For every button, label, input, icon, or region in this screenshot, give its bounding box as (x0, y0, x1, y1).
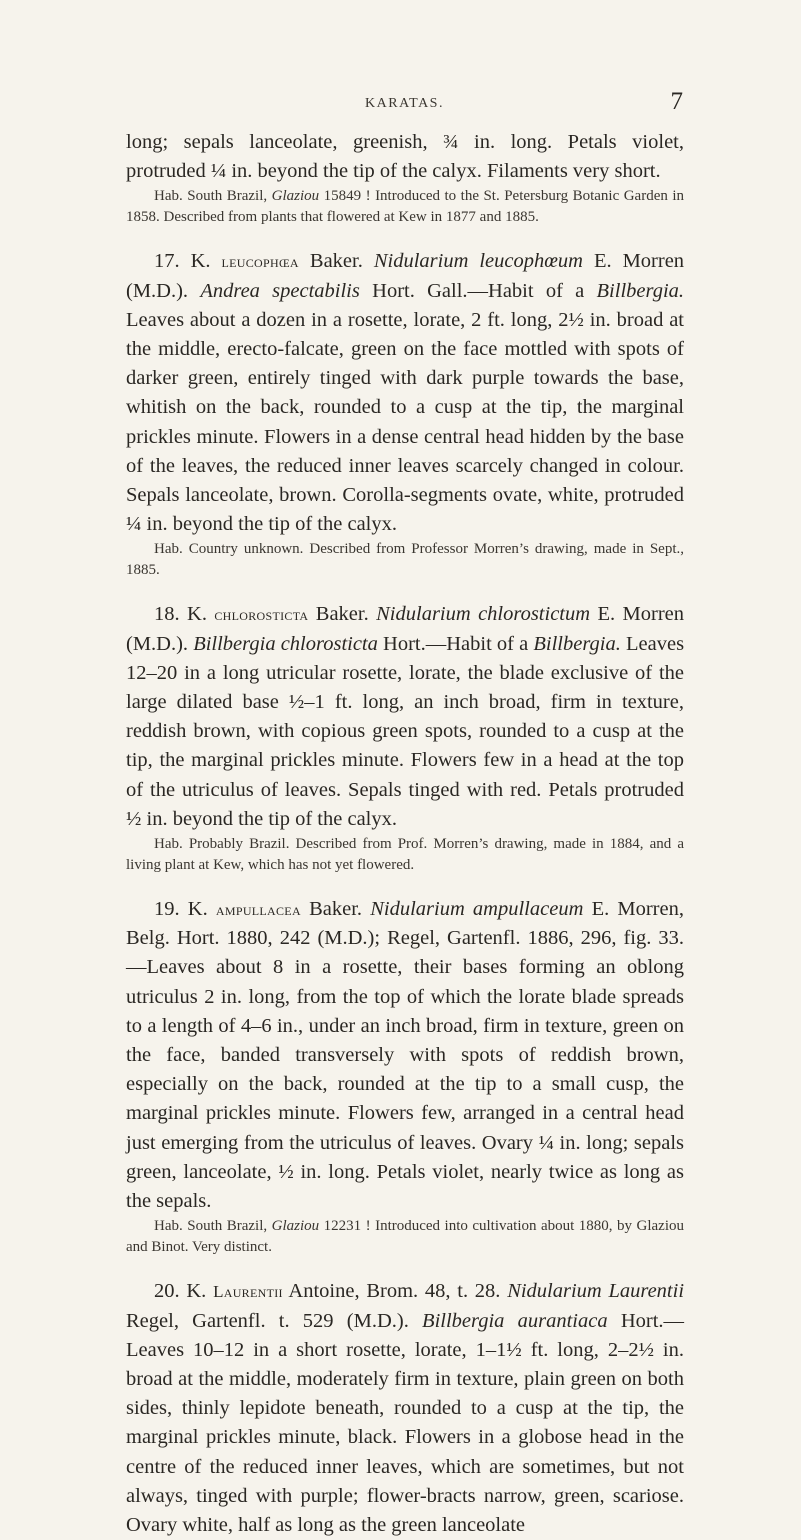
page-header (126, 88, 683, 122)
entry-synonym: Nidularium ampullaceum (370, 898, 584, 921)
entry-synonym: Nidularium chlorostictum (376, 603, 591, 626)
entry-description: Leaves about a dozen in a rosette, lorate, 2 ft. long, 2½ in. broad at the middle, erecto-falcate, green on the face mottled with spots of darker green, entirely tinged with dark purple towards the base, whitish on the back, rounded to a cusp at the tip, the marginal prickles minute. Flowers in a dense central head hidden by the base of the leaves, the reduced inner leaves scarcely changed in colour. Sepals lanceolate, brown. Corolla-segments ovate, white, protruded ¼ in. beyond the tip of the calyx. (126, 308, 684, 536)
entry-epithet: Laurentii (213, 1282, 283, 1302)
species-entry-20: 20. K. Laurentii Antoine, Brom. 48, t. 28. Nidularium Laurentii Regel, Gartenfl. t. 529 (M.D.). Billbergia aurantiaca Hort.—Leaves 10–12 in a short rosette, lorate, 1–1½ ft. long, 2–2½ in. broad at the middle, moderately firm in texture, plain green on both sides, thinly lepidote beneath, rounded to a cusp at the tip, the marginal prickles minute, black. Flowers in a globose head in the centre of the reduced inner leaves, which are sometimes, but not always, tinged with purple; flower-bracts narrow, green, scariose. Ovary white, half as long as the green lanceolate (126, 1280, 685, 1536)
entry-synonym: Nidularium leucophœum (373, 250, 583, 273)
entry-habitat: Hab. Country unknown. Described from Professor Morren’s drawing, made in Sept., 1885. (126, 541, 684, 579)
entry-genus: K. (190, 250, 211, 273)
entry-author: Baker. (315, 603, 369, 626)
entry-epithet: chlorosticta (214, 605, 309, 625)
entry-description: Leaves 12–20 in a long utricular rosette, lorate, the blade exclusive of the large dilated base ½–1 ft. long, an inch broad, firm in texture, reddish brown, with copious green spots, rounded to a cusp at the tip, the marginal prickles minute. Flowers few in a head at the top of the utriculus of leaves. Sepals tinged with red. Petals protruded ½ in. beyond the tip of the calyx. (126, 632, 685, 830)
page-body (126, 128, 684, 1540)
entry-author: Antoine, Brom. 48, t. 28. (288, 1280, 501, 1303)
entry-number: 18. (154, 603, 180, 626)
running-head: KARATAS. (365, 96, 444, 111)
entry-epithet: leucophœa (221, 252, 299, 272)
continuation-paragraph: long; sepals lanceolate, greenish, ¾ in. long. Petals violet, protruded ¼ in. beyond the tip of the calyx. Filaments very short. (126, 131, 684, 183)
entry-synonym: Andrea spectabilis (200, 279, 360, 302)
continuation-habitat: Hab. South Brazil, Glaziou 15849 ! Introduced to the St. Petersburg Botanic Garden in 1858. Described from plants that flowered at Kew in 1877 and 1885. (126, 188, 684, 226)
entry-epithet: ampullacea (215, 900, 301, 920)
entry-genus: K. (187, 898, 208, 921)
entry-habitat: Hab. South Brazil, Glaziou 12231 ! Introduced into cultivation about 1880, by Glaziou and Binot. Very distinct. (126, 1218, 684, 1256)
entry-description: Leaves 10–12 in a short rosette, lorate, 1–1½ ft. long, 2–2½ in. broad at the middle, moderately firm in texture, plain green on both sides, thinly lepidote beneath, rounded to a cusp at the tip, the marginal prickles minute, black. Flowers in a globose head in the centre of the reduced inner leaves, which are sometimes, but not always, tinged with purple; flower-bracts narrow, green, scariose. Ovary white, half as long as the green lanceolate (126, 1338, 684, 1536)
entry-author: Baker. (309, 250, 363, 273)
entry-number: 20. (154, 1280, 180, 1303)
entry-genus: K. (187, 603, 207, 626)
species-entry-18: 18. K. chlorosticta Baker. Nidularium chlorostictum E. Morren (M.D.). Billbergia chlorosticta Hort.—Habit of a Billbergia. Leaves 12–20 in a long utricular rosette, lorate, the blade exclusive of the large dilated base ½–1 ft. long, an inch broad, firm in texture, reddish brown, with copious green spots, rounded to a cusp at the tip, the marginal prickles minute. Flowers few in a head at the top of the utriculus of leaves. Sepals tinged with red. Petals protruded ½ in. beyond the tip of the calyx. (126, 603, 685, 830)
entry-synonym: Billbergia aurantiaca (422, 1309, 608, 1332)
species-entry-19: 19. K. ampullacea Baker. Nidularium ampullaceum E. Morren, Belg. Hort. 1880, 242 (M.D.); Regel, Gartenfl. 1886, 296, fig. 33.—Leaves about 8 in a rosette, their bases forming an oblong utriculus 2 in. long, from the top of which the lorate blade spreads to a length of 4–6 in., under an inch broad, firm in texture, green on the face, banded transversely with spots of reddish brown, especially on the back, rounded at the tip to a small cusp, the marginal prickles minute. Flowers few, arranged in a central head just emerging from the utriculus of leaves. Ovary ¼ in. long; sepals green, lanceolate, ½ in. long. Petals violet, nearly twice as long as the sepals. (126, 898, 684, 1213)
entry-genus: K. (186, 1280, 207, 1303)
entry-habitat: Hab. Probably Brazil. Described from Prof. Morren’s drawing, made in 1884, and a living plant at Kew, which has not yet flowered. (126, 836, 684, 874)
entry-number: 17. (154, 250, 180, 273)
species-entry-17: 17. K. leucophœa Baker. Nidularium leucophœum E. Morren (M.D.). Andrea spectabilis Hort. Gall.—Habit of a Billbergia. Leaves about a dozen in a rosette, lorate, 2 ft. long, 2½ in. broad at the middle, erecto-falcate, green on the face mottled with spots of darker green, entirely tinged with dark purple towards the base, whitish on the back, rounded to a cusp at the tip, the marginal prickles minute. Flowers in a dense central head hidden by the base of the leaves, the reduced inner leaves scarcely changed in colour. Sepals lanceolate, brown. Corolla-segments ovate, white, protruded ¼ in. beyond the tip of the calyx. (126, 250, 685, 536)
entry-author: Baker. (309, 898, 363, 921)
entry-number: 19. (154, 898, 180, 921)
page-number: 7 (670, 88, 683, 115)
entry-description: —Leaves about 8 in a rosette, their bases forming an oblong utriculus 2 in. long, from the top of which the lorate blade spreads to a length of 4–6 in., under an inch broad, firm in texture, green on the face, banded transversely with spots of reddish brown, especially on the back, rounded at the tip to a small cusp, the marginal prickles minute. Flowers few, arranged in a central head just emerging from the utriculus of leaves. Ovary ¼ in. long; sepals green, lanceolate, ½ in. long. Petals violet, nearly twice as long as the sepals. (126, 956, 684, 1213)
entry-synonym: Billbergia chlorosticta (193, 632, 378, 655)
entry-synonym: Nidularium Laurentii (507, 1280, 685, 1303)
